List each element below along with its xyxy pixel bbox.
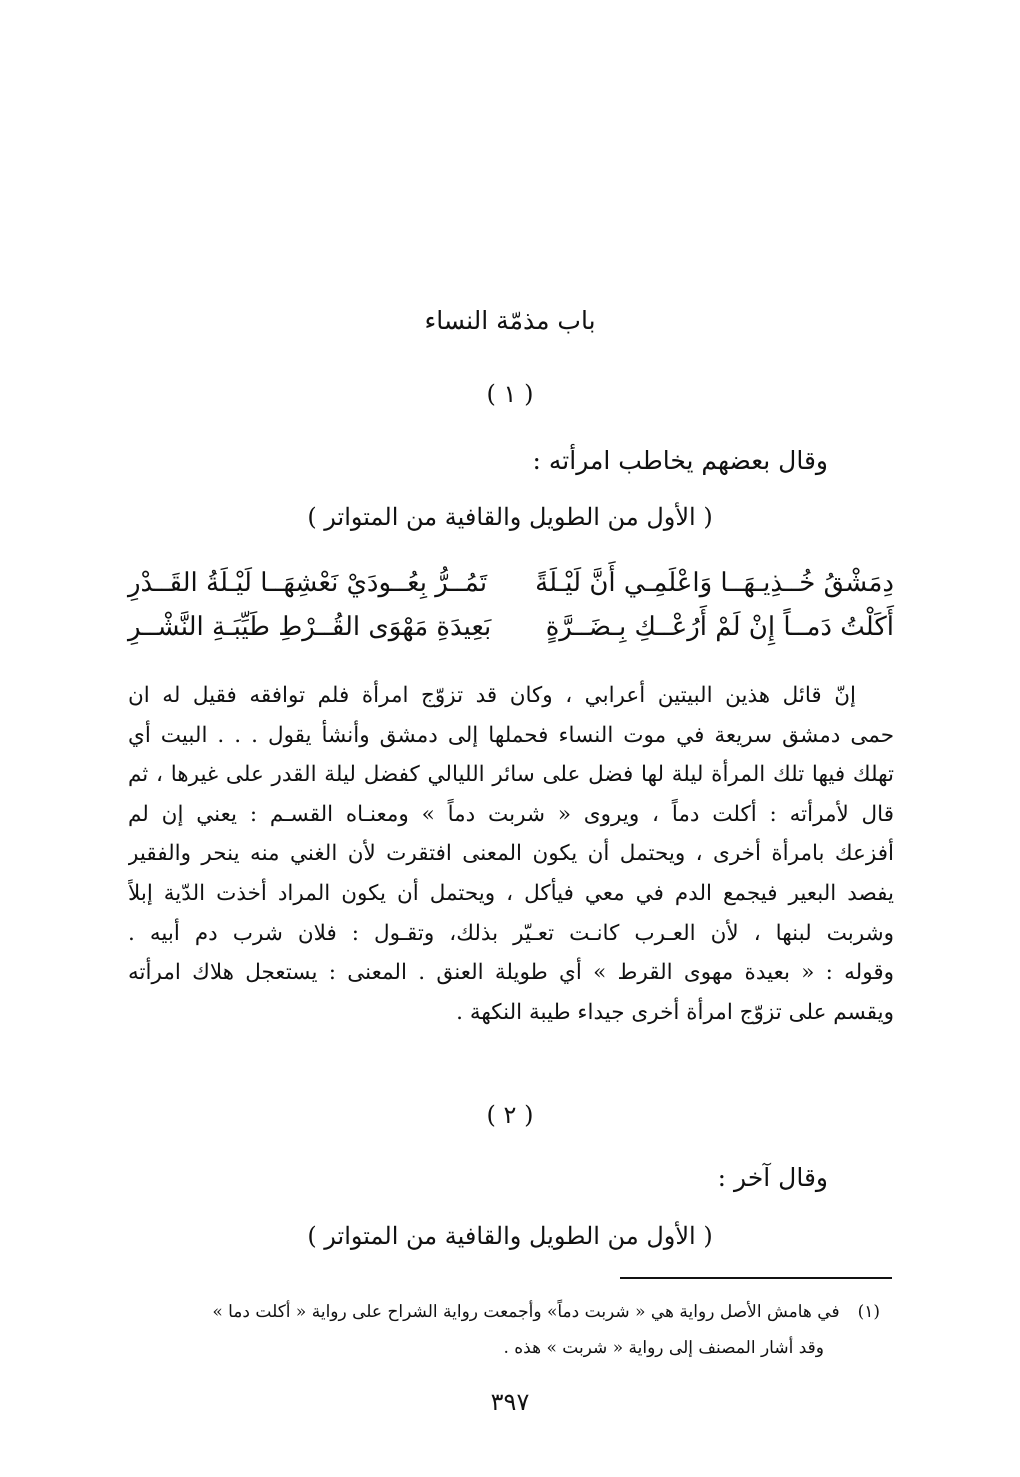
footnote-text-1: في هامش الأصل رواية هي « شربت دماً» وأجمعت رواية الشراح على رواية « أكلت دما » bbox=[212, 1302, 840, 1322]
commentary-line: وقوله : « بعيدة مهوى القرط » أي طويلة العنق . المعنى : يستعجل هلاك امرأته bbox=[128, 960, 894, 986]
commentary-line: يفصد البعير فيجمع الدم في معي فيأكل ، ويحتمل أن يكون المراد أخذت الدّية إبلاً bbox=[128, 880, 894, 906]
footnote-marker: (١) bbox=[857, 1302, 880, 1322]
commentary-line: إنّ قائل هذين البيتين أعرابي ، وكان قد تزوّج امرأة فلم توافقه فقيل له ان bbox=[128, 683, 856, 708]
section-1-intro: وقال بعضهم يخاطب امرأته : bbox=[532, 446, 828, 475]
verse-1-second-hemistich: تَمُــرُّ بِعُــودَيْ نَعْشِهَــا لَيْـلَةُ القَــدْرِ bbox=[128, 568, 488, 598]
commentary-line: وشربت لبنها ، لأن العـرب كانـت تعـيّر بذلك، وتقـول : فلان شرب دم أبيه . bbox=[128, 920, 894, 946]
commentary-line: حمى دمشق سريعة في موت النساء فحملها إلى دمشق وأنشأ يقول . . . البيت أي bbox=[128, 722, 894, 748]
section-1-meter: ( الأول من الطويل والقافية من المتواتر ) bbox=[307, 503, 713, 531]
commentary-line: ويقسم على تزوّج امرأة أخرى جيداء طيبة النكهة . bbox=[456, 999, 894, 1025]
footnote-divider bbox=[620, 1277, 892, 1279]
verse-2-first-hemistich: أَكَلْتُ دَمــاً إِنْ لَمْ أَرُعْــكِ بِـضَــرَّةٍ bbox=[545, 612, 894, 642]
footnote bbox=[110, 1294, 880, 1366]
section-2-meter: ( الأول من الطويل والقافية من المتواتر ) bbox=[307, 1222, 713, 1250]
commentary-paragraph bbox=[128, 676, 894, 1032]
section-number-1: ( ١ ) bbox=[486, 380, 534, 408]
verse-line-2 bbox=[128, 612, 894, 652]
verse-1-first-hemistich: دِمَشْقُ خُــذِيـهَــا وَاعْلَمِـي أَنَّ لَيْـلَةً bbox=[535, 568, 894, 598]
verse-2-second-hemistich: بَعِيدَةِ مَهْوَى القُــرْطِ طَيِّبَـةِ النَّشْــرِ bbox=[128, 612, 492, 642]
verse-line-1 bbox=[128, 568, 894, 608]
commentary-line: أفزعك بامرأة أخرى ، ويحتمل أن يكون المعنى افتقرت لأن الغني منه ينحر والفقير bbox=[128, 841, 894, 867]
footnote-line-2: وقد أشار المصنف إلى رواية « شربت » هذه . bbox=[503, 1338, 824, 1358]
commentary-line: تهلك فيها تلك المرأة ليلة لها فضل على سائر الليالي كفضل ليلة القدر على غيرها ، ثم bbox=[128, 762, 894, 788]
section-number-2: ( ٢ ) bbox=[486, 1101, 534, 1129]
footnote-line-1 bbox=[110, 1294, 880, 1330]
section-2-intro: وقال آخر : bbox=[717, 1163, 828, 1192]
chapter-title: باب مذمّة النساء bbox=[424, 306, 596, 335]
commentary-line: قال لأمرأته : أكلت دماً ، ويروى « شربت دماً » ومعنـاه القسـم : يعني إن لم bbox=[128, 801, 894, 827]
page-number: ٣٩٧ bbox=[490, 1388, 530, 1416]
